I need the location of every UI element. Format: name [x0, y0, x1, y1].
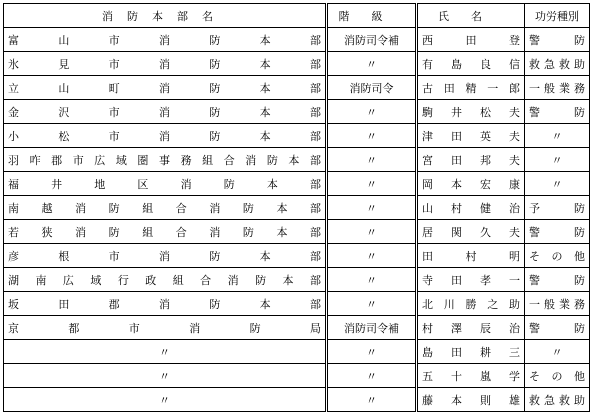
award-type-cell: 〃: [525, 172, 590, 196]
rank-cell: 〃: [327, 172, 417, 196]
rank-cell: 〃: [327, 52, 417, 76]
award-type-cell: 〃: [525, 124, 590, 148]
rank-cell: 消防司令補: [327, 28, 417, 52]
department-cell: 福井地区消防本部: [4, 172, 327, 196]
award-type-cell: その他: [525, 364, 590, 388]
table-row: [4, 364, 590, 388]
rank-cell: 〃: [327, 268, 417, 292]
table-row: [4, 148, 590, 172]
department-cell: 〃: [4, 364, 327, 388]
name-cell: 五十嵐学: [417, 364, 525, 388]
table-row: [4, 244, 590, 268]
table-row: [4, 268, 590, 292]
name-cell: 有島良信: [417, 52, 525, 76]
name-cell: 駒井松夫: [417, 100, 525, 124]
department-cell: 坂田郡消防本部: [4, 292, 327, 316]
rank-cell: 〃: [327, 148, 417, 172]
award-type-cell: その他: [525, 244, 590, 268]
award-type-cell: 警防: [525, 100, 590, 124]
rank-cell: 消防司令補: [327, 316, 417, 340]
name-cell: 宮田邦夫: [417, 148, 525, 172]
department-cell: 立山町消防本部: [4, 76, 327, 100]
rank-cell: 消防司令: [327, 76, 417, 100]
name-cell: 山村健治: [417, 196, 525, 220]
rank-cell: 〃: [327, 244, 417, 268]
header-row: [4, 4, 590, 28]
table-row: [4, 76, 590, 100]
award-type-cell: 予防: [525, 196, 590, 220]
rank-cell: 〃: [327, 196, 417, 220]
award-type-cell: 警防: [525, 268, 590, 292]
department-cell: 富山市消防本部: [4, 28, 327, 52]
department-cell: 氷見市消防本部: [4, 52, 327, 76]
department-cell: 金沢市消防本部: [4, 100, 327, 124]
award-type-cell: 警防: [525, 316, 590, 340]
award-type-cell: 警防: [525, 220, 590, 244]
table-row: [4, 124, 590, 148]
header-rank: 階級: [327, 4, 417, 28]
name-cell: 村澤辰治: [417, 316, 525, 340]
table-row: [4, 28, 590, 52]
rank-cell: 〃: [327, 388, 417, 412]
name-cell: 西田登: [417, 28, 525, 52]
award-type-cell: 一般業務: [525, 76, 590, 100]
honors-table: [3, 3, 590, 412]
award-type-cell: 救急救助: [525, 52, 590, 76]
rank-cell: 〃: [327, 292, 417, 316]
table-row: [4, 100, 590, 124]
table-row: [4, 316, 590, 340]
name-cell: 島田耕三: [417, 340, 525, 364]
name-cell: 津田英夫: [417, 124, 525, 148]
name-cell: 寺田孝一: [417, 268, 525, 292]
department-cell: 湖南広域行政組合消防本部: [4, 268, 327, 292]
award-type-cell: 救急救助: [525, 388, 590, 412]
header-name: 氏名: [417, 4, 525, 28]
department-cell: 小松市消防本部: [4, 124, 327, 148]
rank-cell: 〃: [327, 364, 417, 388]
department-cell: 〃: [4, 388, 327, 412]
department-cell: 羽咋郡市広域圏事務組合消防本部: [4, 148, 327, 172]
table-row: [4, 340, 590, 364]
award-type-cell: 〃: [525, 340, 590, 364]
name-cell: 北川勝之助: [417, 292, 525, 316]
department-cell: 〃: [4, 340, 327, 364]
rank-cell: 〃: [327, 100, 417, 124]
department-cell: 彦根市消防本部: [4, 244, 327, 268]
table-body: [4, 28, 590, 412]
name-cell: 田村明: [417, 244, 525, 268]
department-cell: 南越消防組合消防本部: [4, 196, 327, 220]
table-row: [4, 172, 590, 196]
name-cell: 岡本宏康: [417, 172, 525, 196]
table-row: [4, 292, 590, 316]
department-cell: 京都市消防局: [4, 316, 327, 340]
rank-cell: 〃: [327, 124, 417, 148]
award-type-cell: 〃: [525, 148, 590, 172]
name-cell: 居関久夫: [417, 220, 525, 244]
table-row: [4, 196, 590, 220]
header-award-type: 功労種別: [525, 4, 590, 28]
name-cell: 古田精一郎: [417, 76, 525, 100]
table-row: [4, 388, 590, 412]
award-type-cell: 警防: [525, 28, 590, 52]
table-row: [4, 220, 590, 244]
rank-cell: 〃: [327, 220, 417, 244]
rank-cell: 〃: [327, 340, 417, 364]
award-type-cell: 一般業務: [525, 292, 590, 316]
name-cell: 藤本則雄: [417, 388, 525, 412]
department-cell: 若狭消防組合消防本部: [4, 220, 327, 244]
table-row: [4, 52, 590, 76]
header-department: 消防本部名: [4, 4, 327, 28]
